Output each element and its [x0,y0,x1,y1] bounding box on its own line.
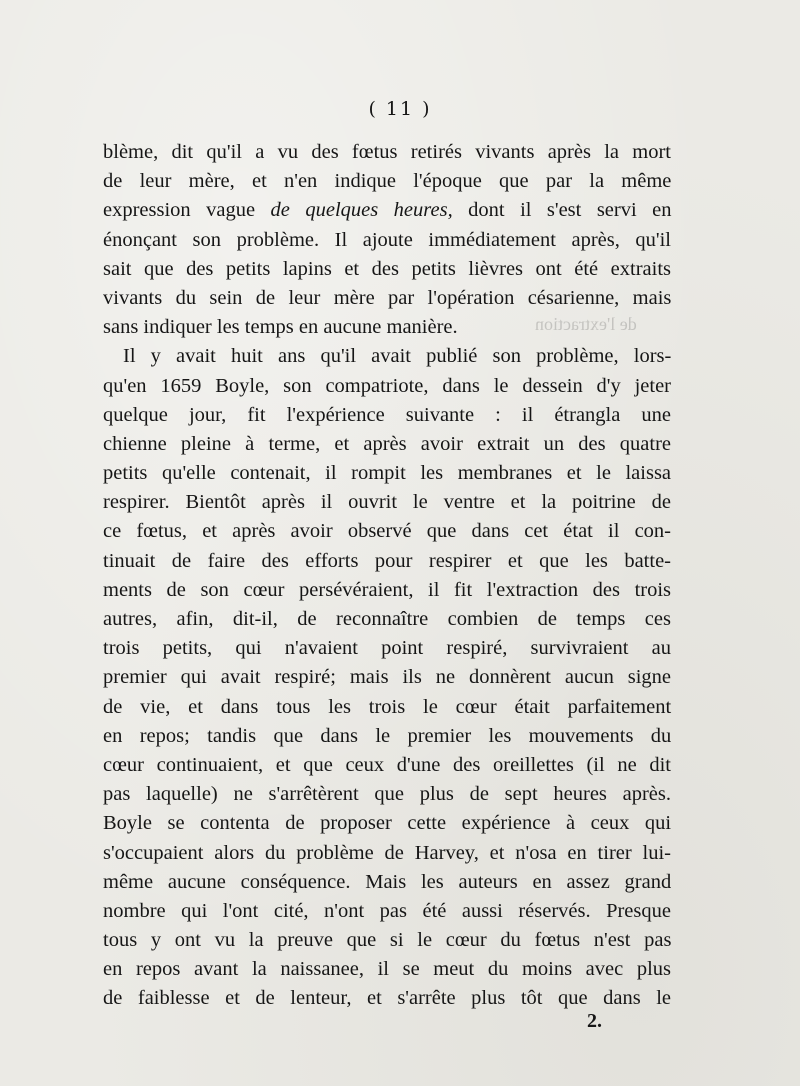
text-line: autres, afin, dit-il, de reconnaître combien de temps ces [103,608,671,630]
text-line-with-italic [103,196,671,225]
bleed-through-text: de l'extraction [535,314,637,334]
text-line: tinuait de faire des efforts pour respirer et que les batte- [103,549,671,572]
text-line: quelque jour, fit l'expérience suivante : il étrangla une [103,403,671,426]
text-line: trois petits, qui n'avaient point respiré, survivraient au [103,637,671,660]
text-line: ments de son cœur persévéraient, il fit l'extraction des trois [103,578,672,601]
page-number: ( 11 ) [368,98,432,120]
text-line: cœur continuaient, et que ceux d'une des oreillettes (il ne dit [103,753,671,776]
text-line: chienne pleine à terme, et après avoir extrait un des quatre [103,432,671,455]
text-line: de faiblesse et de lenteur, et s'arrête plus tôt que dans le [103,987,671,1010]
text-line: Boyle se contenta de proposer cette expérience à ceux qui [103,812,672,835]
paragraph-start-line: Il y avait huit ans qu'il avait publié son problème, lors- [123,345,672,368]
text-line: ce fœtus, et après avoir observé que dans cet état il con- [103,520,671,543]
text-line: respirer. Bientôt après il ouvrit le ventre et la poitrine de [103,491,671,514]
text-line: énonçant son problème. Il ajoute immédiatement après, qu'il [103,228,671,251]
text-segment: dont il s'est servi en [452,199,672,222]
text-line: blème, dit qu'il a vu des fœtus retirés vivants après la mort [103,141,671,163]
signature-mark: 2. [587,1010,602,1032]
text-line: premier qui avait respiré; mais ils ne donnèrent aucun signe [103,666,671,689]
text-line: qu'en 1659 Boyle, son compatriote, dans le dessein d'y jeter [103,374,671,397]
italic-phrase: de quelques heures, [270,199,453,222]
text-line: de leur mère, et n'en indique l'époque que par la même [103,170,672,193]
text-line: de vie, et dans tous les trois le cœur était parfaitement [103,695,672,718]
text-line: en repos avant la naissanee, il se meut du moins avec plus [103,958,671,981]
text-line: s'occupaient alors du problème de Harvey, et n'osa en tirer lui- [103,841,671,864]
text-line: en repos; tandis que dans le premier les mouvements du [103,724,672,747]
text-line: tous y ont vu la preuve que si le cœur du fœtus n'est pas [103,929,672,952]
text-line: vivants du sein de leur mère par l'opération césarienne, mais [103,286,672,309]
text-line: petits qu'elle contenait, il rompit les membranes et le laissa [103,462,672,485]
text-line: sait que des petits lapins et des petits lièvres ont été extraits [103,257,671,280]
text-line: même aucune conséquence. Mais les auteurs en assez grand [103,870,672,893]
text-segment: expression vague [103,199,271,222]
paragraph-end-line: sans indiquer les temps en aucune manière. [103,316,458,339]
text-line: nombre qui l'ont cité, n'ont pas été aussi réservés. Presque [103,899,671,922]
text-line: pas laquelle) ne s'arrêtèrent que plus de sept heures après. [103,783,671,806]
body-text [103,138,671,1014]
